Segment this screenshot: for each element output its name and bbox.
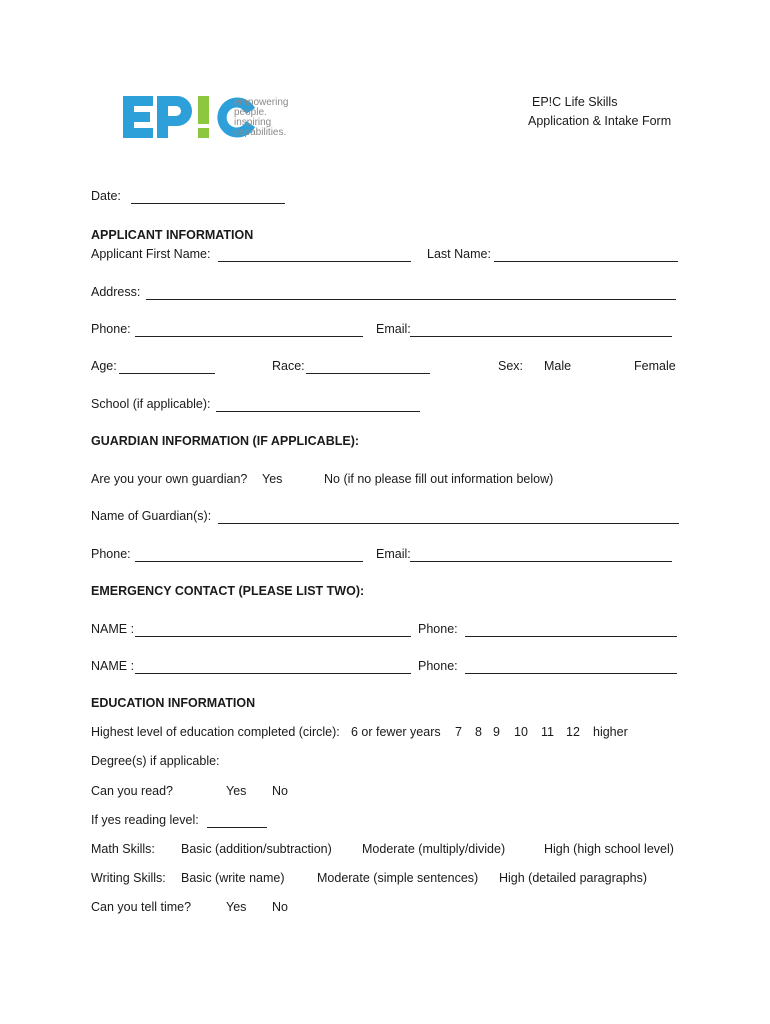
sex-option-male[interactable]: Male <box>544 359 572 373</box>
age-field[interactable] <box>119 372 215 374</box>
address-field[interactable] <box>146 298 676 300</box>
reading-level-label: If yes reading level: <box>91 813 199 827</box>
highest-level-label: Highest level of education completed (circle): <box>91 725 340 739</box>
form-title-line1: EP!C Life Skills <box>532 95 618 109</box>
logo-tagline-2: people. <box>234 107 267 118</box>
guardian-phone-label: Phone: <box>91 547 131 561</box>
emergency-name-label-2: NAME : <box>91 659 135 673</box>
guardian-heading: GUARDIAN INFORMATION (IF APPLICABLE): <box>91 434 360 448</box>
writing-skills-label: Writing Skills: <box>91 871 166 885</box>
sex-option-female[interactable]: Female <box>634 359 676 373</box>
level-option-7[interactable]: 7 <box>455 725 462 739</box>
level-option-higher[interactable]: higher <box>593 725 628 739</box>
guardian-email-field[interactable] <box>410 560 672 562</box>
emergency-heading: EMERGENCY CONTACT (PLEASE LIST TWO): <box>91 584 365 598</box>
math-skills-label: Math Skills: <box>91 842 155 856</box>
date-field[interactable] <box>131 202 285 204</box>
tell-time-no[interactable]: No <box>272 900 288 914</box>
level-option-11[interactable]: 11 <box>541 725 554 739</box>
tell-time-question: Can you tell time? <box>91 900 192 914</box>
level-option-10[interactable]: 10 <box>514 725 528 739</box>
tell-time-yes[interactable]: Yes <box>226 900 247 914</box>
level-option-9[interactable]: 9 <box>493 725 500 739</box>
own-guardian-question: Are you your own guardian? <box>91 472 248 486</box>
date-label: Date: <box>91 189 121 203</box>
form-title-line2: Application & Intake Form <box>528 114 672 128</box>
guardian-name-field[interactable] <box>218 522 679 524</box>
degree-label: Degree(s) if applicable: <box>91 754 220 768</box>
emergency-name-field-2[interactable] <box>135 672 411 674</box>
age-label: Age: <box>91 359 117 373</box>
email-field[interactable] <box>410 335 672 337</box>
level-option-12[interactable]: 12 <box>566 725 580 739</box>
phone-field[interactable] <box>135 335 363 337</box>
emergency-phone-field-1[interactable] <box>465 635 677 637</box>
race-field[interactable] <box>306 372 430 374</box>
race-label: Race: <box>272 359 305 373</box>
guardian-phone-field[interactable] <box>135 560 363 562</box>
read-no[interactable]: No <box>272 784 288 798</box>
emergency-phone-field-2[interactable] <box>465 672 677 674</box>
last-name-field[interactable] <box>494 260 678 262</box>
applicant-heading: APPLICANT INFORMATION <box>91 228 254 242</box>
first-name-label: Applicant First Name: <box>91 247 211 261</box>
school-field[interactable] <box>216 410 420 412</box>
education-heading: EDUCATION INFORMATION <box>91 696 256 710</box>
school-label: School (if applicable): <box>91 397 211 411</box>
math-option-basic[interactable]: Basic (addition/subtraction) <box>181 842 332 856</box>
sex-label: Sex: <box>498 359 524 373</box>
math-option-moderate[interactable]: Moderate (multiply/divide) <box>362 842 506 856</box>
writing-option-moderate[interactable]: Moderate (simple sentences) <box>317 871 479 885</box>
guardian-email-label: Email: <box>376 547 411 561</box>
own-guardian-yes[interactable]: Yes <box>262 472 283 486</box>
emergency-phone-label-1: Phone: <box>418 622 458 636</box>
emergency-name-field-1[interactable] <box>135 635 411 637</box>
writing-option-high[interactable]: High (detailed paragraphs) <box>499 871 648 885</box>
address-label: Address: <box>91 285 141 299</box>
emergency-phone-label-2: Phone: <box>418 659 458 673</box>
emergency-name-label-1: NAME : <box>91 622 135 636</box>
email-label: Email: <box>376 322 411 336</box>
logo-tagline-1: empowering <box>234 97 289 108</box>
read-yes[interactable]: Yes <box>226 784 247 798</box>
own-guardian-no[interactable]: No (if no please fill out information below) <box>324 472 554 486</box>
math-option-high[interactable]: High (high school level) <box>544 842 674 856</box>
guardian-name-label: Name of Guardian(s): <box>91 509 212 523</box>
writing-option-basic[interactable]: Basic (write name) <box>181 871 285 885</box>
last-name-label: Last Name: <box>427 247 491 261</box>
logo-tagline-3: inspiring <box>234 117 272 128</box>
first-name-field[interactable] <box>218 260 411 262</box>
phone-label: Phone: <box>91 322 131 336</box>
read-question: Can you read? <box>91 784 174 798</box>
level-option-8[interactable]: 8 <box>475 725 482 739</box>
level-option-6-or-fewer[interactable]: 6 or fewer years <box>351 725 441 739</box>
logo-tagline-4: capabilities. <box>234 127 287 138</box>
reading-level-field[interactable] <box>207 826 267 828</box>
